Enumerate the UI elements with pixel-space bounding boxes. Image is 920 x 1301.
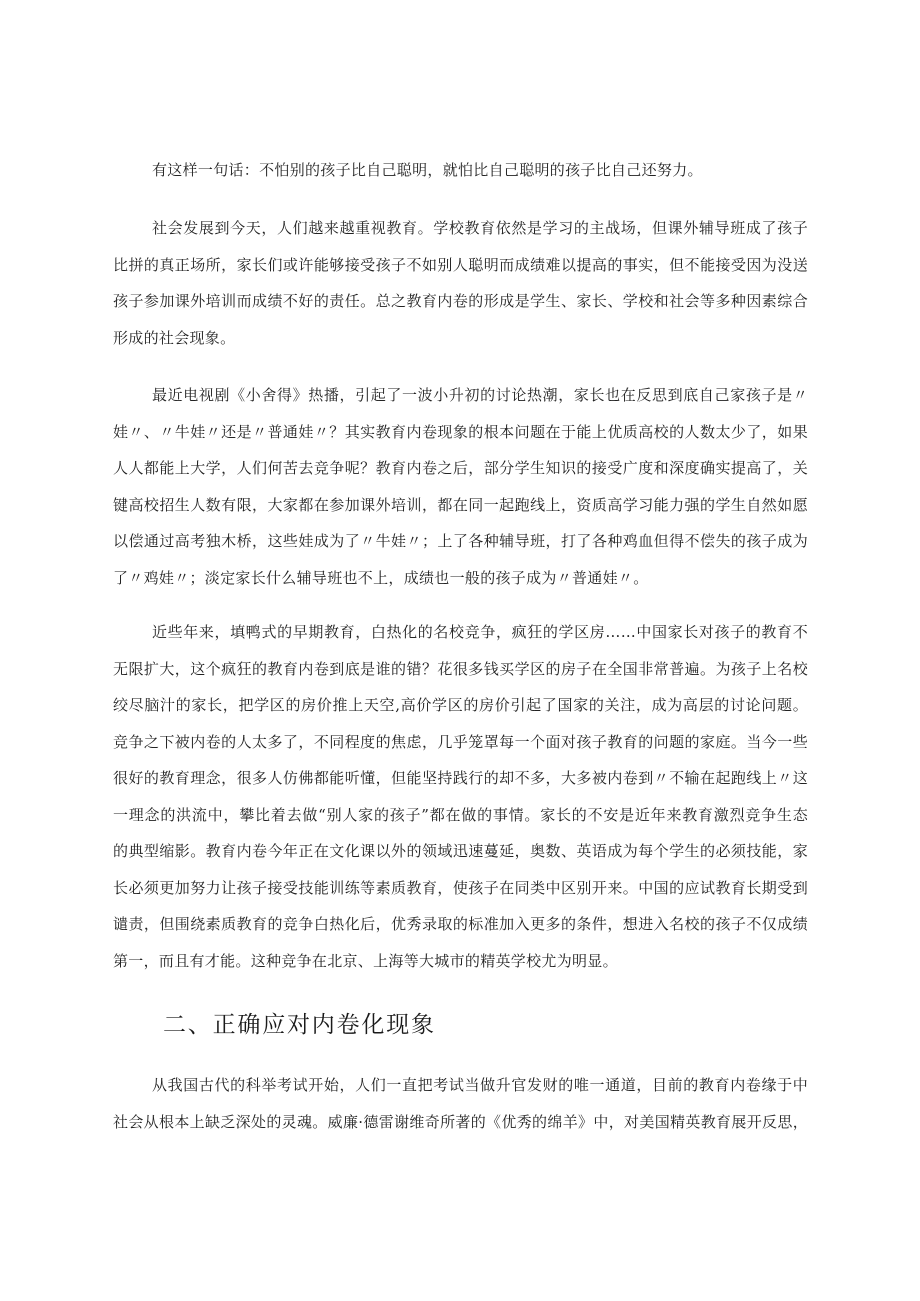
paragraph-recent-years xyxy=(113,614,808,979)
paragraph-line: 无限扩大，这个疯狂的教育内卷到底是谁的错？花很多钱买学区的房子在全国非常普遍。为孩子上名校 xyxy=(113,659,808,678)
paragraph-line: 谴责，但围绕素质教育的竞争白热化后，优秀录取的标准加入更多的条件，想进入名校的孩子不仅成绩 xyxy=(113,915,808,933)
paragraph-line: 社会从根本上缺乏深处的灵魂。威廉·德雷谢维奇所著的《优秀的绵羊》中，对美国精英教育展开反思， xyxy=(113,1112,808,1131)
paragraph-line: 键高校招生人数有限，大家都在参加课外培训，都在同一起跑线上，资质高学习能力强的学生自然如愿 xyxy=(113,495,808,514)
paragraph-social-development xyxy=(113,210,808,356)
document-page xyxy=(113,0,808,1301)
paragraph-line: 绞尽脑汁的家长，把学区的房价推上天空,高价学区的房价引起了国家的关注，成为高层的讨论问题。 xyxy=(113,696,808,714)
paragraph-line: 长必须更加努力让孩子接受技能训练等素质教育，使孩子在同类中区别开来。中国的应试教育长期受到 xyxy=(113,878,808,897)
paragraph-line: 了〃鸡娃〃；淡定家长什么辅导班也不上，成绩也一般的孩子成为〃普通娃〃。 xyxy=(113,568,649,587)
paragraph-line: 一理念的洪流中，攀比着去做“别人家的孩子”都在做的事情。家长的不安是近年来教育激烈竞争生态 xyxy=(113,805,808,824)
paragraph-line: 社会发展到今天，人们越来越重视教育。学校教育依然是学习的主战场，但课外辅导班成了孩子 xyxy=(152,219,808,237)
paragraph-line: 有这样一句话：不怕别的孩子比自己聪明，就怕比自己聪明的孩子比自己还努力。 xyxy=(152,161,703,179)
paragraph-line: 的典型缩影。教育内卷今年正在文化课以外的领域迅速蔓延，奥数、英语成为每个学生的必须技能，家 xyxy=(113,842,808,860)
paragraph-line: 比拼的真正场所，家长们或许能够接受孩子不如别人聪明而成绩难以提高的事实，但不能接受因为没送 xyxy=(113,255,808,274)
paragraph-opening-quote xyxy=(113,152,808,189)
section-heading: 二、正确应对内卷化现象 xyxy=(163,1012,436,1038)
paragraph-line: 孩子参加课外培训而成绩不好的责任。总之教育内卷的形成是学生、家长、学校和社会等多种因素综合 xyxy=(113,292,808,310)
paragraph-line: 第一，而且有才能。这种竞争在北京、上海等大城市的精英学校尤为明显。 xyxy=(113,951,618,970)
paragraph-line: 娃〃、〃牛娃〃还是〃普通娃〃？其实教育内卷现象的根本问题在于能上优质高校的人数太少了，如果 xyxy=(113,422,808,441)
paragraph-tv-drama xyxy=(113,377,808,596)
paragraph-line: 从我国古代的科举考试开始，人们一直把考试当做升官发财的唯一通道，目前的教育内卷缘于中 xyxy=(152,1076,808,1094)
paragraph-line: 形成的社会现象。 xyxy=(113,328,236,347)
paragraph-line: 以偿通过高考独木桥，这些娃成为了〃牛娃〃；上了各种辅导班，打了各种鸡血但得不偿失的孩子成为 xyxy=(113,532,808,550)
paragraph-line: 很好的教育理念，很多人仿佛都能听懂，但能坚持践行的却不多，大多被内卷到〃不输在起跑线上〃这 xyxy=(113,769,808,787)
paragraph-line: 最近电视剧《小舍得》热播，引起了一波小升初的讨论热潮，家长也在反思到底自己家孩子是〃 xyxy=(152,386,808,404)
paragraph-line: 人人都能上大学，人们何苦去竞争呢？教育内卷之后，部分学生知识的接受广度和深度确实提高了，关 xyxy=(113,459,808,477)
paragraph-imperial-exam xyxy=(113,1067,808,1140)
paragraph-line: 近些年来，填鸭式的早期教育，白热化的名校竞争，疯狂的学区房……中国家长对孩子的教育不 xyxy=(152,623,808,641)
paragraph-line: 竞争之下被内卷的人太多了，不同程度的焦虑，几乎笼罩每一个面对孩子教育的问题的家庭。当今一些 xyxy=(113,732,808,751)
